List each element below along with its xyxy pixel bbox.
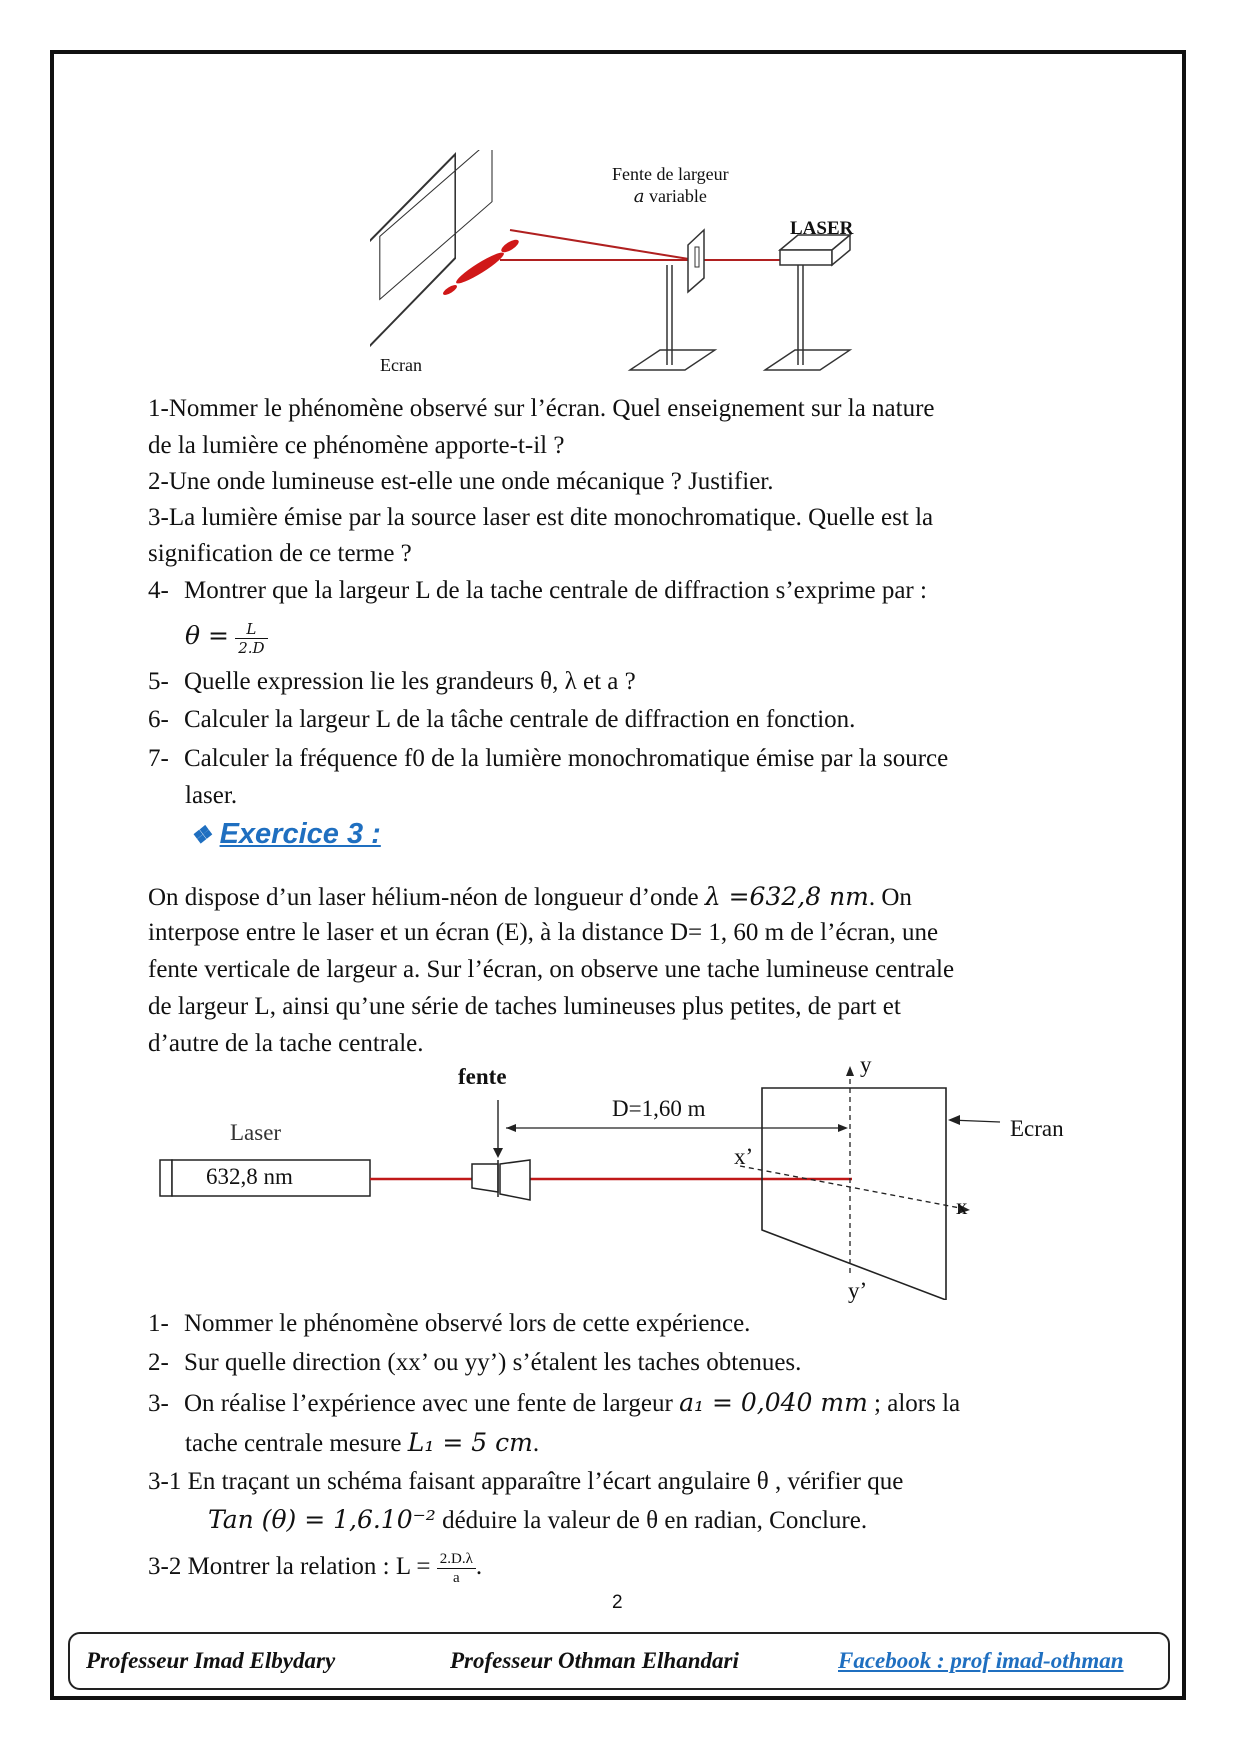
ex3-question-3-line2: tache centrale mesure L₁ = 5 cm. [185,1428,540,1457]
footer-author-1: Professeur Imad Elbydary [86,1648,336,1673]
footer-facebook-link[interactable]: Facebook : prof imad-othman [838,1648,1124,1673]
exercise3-intro-line1: On dispose d’un laser hélium-néon de longueur d’onde λ =632,8 nm. On [148,882,912,911]
question-3-line2: signification de ce terme ? [148,540,412,567]
figure2-laser-label: Laser [230,1120,282,1145]
question-3-line1: 3-La lumière émise par la source laser est dite monochromatique. Quelle est la [148,504,934,531]
figure2-axis-y-prime: y’ [848,1278,868,1303]
question-4: 4- Montrer que la largeur L de la tache centrale de diffraction s’exprime par : [148,577,927,604]
figure1-slit-label: Fente de largeur a variable [612,164,729,207]
figure2-slit-label: fente [458,1064,507,1089]
screen-plane [370,154,455,379]
figure2-screen-label: Ecran [1010,1116,1064,1141]
footer [68,1632,1170,1690]
exercise3-intro-line4: de largeur L, ainsi qu’une série de taches lumineuses plus petites, de part et [148,993,901,1020]
ex3-question-3: 3- On réalise l’expérience avec une fente de largeur a₁ = 0,040 mm ; alors la [148,1388,961,1417]
figure2-distance-label: D=1,60 m [612,1096,706,1121]
question-6: 6- Calculer la largeur L de la tâche centrale de diffraction en fonction. [148,706,856,733]
ex3-question-3-1-line2: Tan (θ) = 1,6.10⁻² déduire la valeur de θ en radian, Conclure. [208,1505,868,1534]
question-5: 5- Quelle expression lie les grandeurs θ, λ et a ? [148,668,636,695]
question-7: 7- Calculer la fréquence f0 de la lumière monochromatique émise par la source [148,745,949,772]
figure2-axis-y: y [860,1052,872,1077]
figure2-axis-x-prime: x’ [734,1144,754,1169]
figure2-wavelength-label: 632,8 nm [206,1164,293,1189]
ex3-question-2: 2- Sur quelle direction (xx’ ou yy’) s’étalent les taches obtenues. [148,1349,802,1376]
exercise3-intro-line3: fente verticale de largeur a. Sur l’écran, on observe une tache lumineuse centrale [148,956,955,983]
ex3-question-1: 1- Nommer le phénomène observé lors de cette expérience. [148,1310,751,1337]
question-4-formula: θ = $\frac{L}{2.D}$ [185,620,268,657]
exercise3-intro-line2: interpose entre le laser et un écran (E), à la distance D= 1, 60 m de l’écran, une [148,919,939,946]
figure1-laser-label: LASER [790,218,854,239]
exercise-3-title: ❖ Exercice 3 : [190,818,381,850]
figure1-screen-label: Ecran [380,355,422,375]
question-1-line2: de la lumière ce phénomène apporte-t-il ? [148,432,565,459]
page-number: 2 [612,1592,623,1613]
ex3-question-3-1: 3-1 En traçant un schéma faisant apparaître l’écart angulaire θ , vérifier que [148,1468,904,1495]
ex3-question-3-2: 3-2 Montrer la relation : L = $\frac{2.D.\lambda}{a}$ . [148,1551,483,1586]
question-2: 2-Une onde lumineuse est-elle une onde mécanique ? Justifier. [148,468,774,495]
exercise3-intro-line5: d’autre de la tache centrale. [148,1030,424,1057]
figure2-axis-x: x [956,1194,968,1219]
question-7-line2: laser. [185,782,238,809]
footer-author-2: Professeur Othman Elhandari [450,1648,739,1673]
question-1-line1: 1-Nommer le phénomène observé sur l’écran. Quel enseignement sur la nature [148,395,935,422]
